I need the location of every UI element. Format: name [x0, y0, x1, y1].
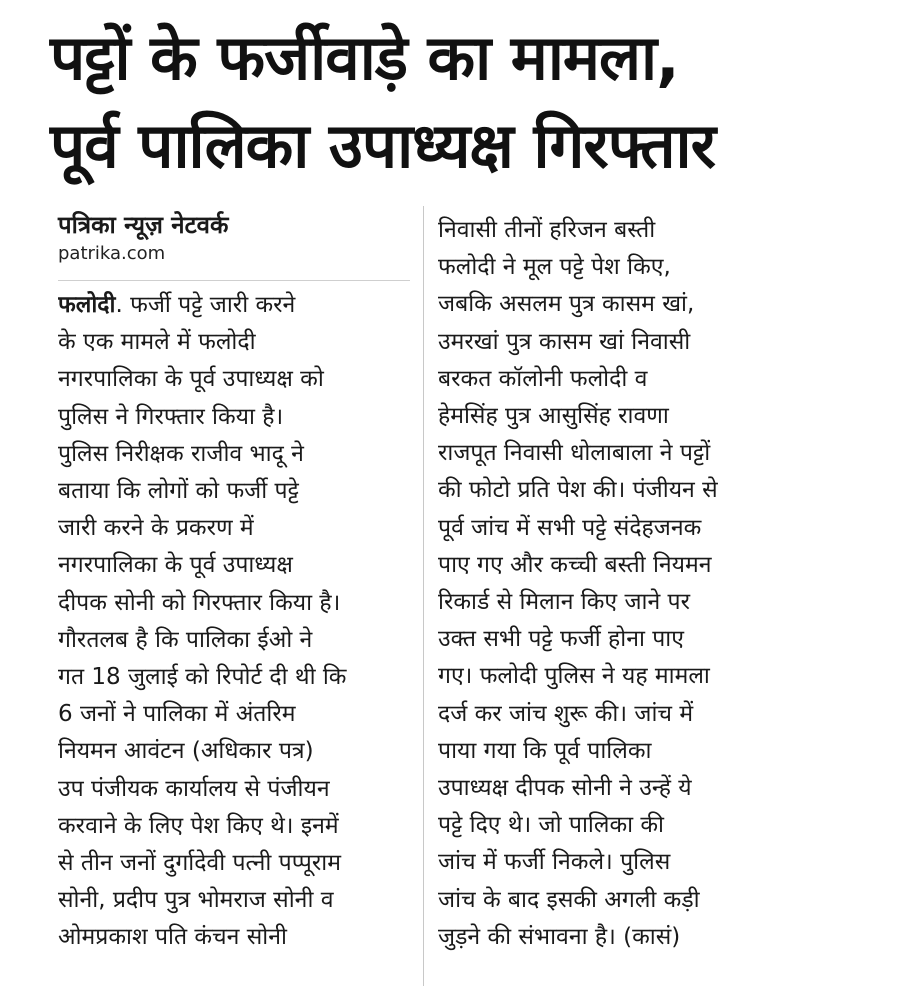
article-line: बताया कि लोगों को फर्जी पट्टे	[58, 478, 299, 505]
article-column-right	[438, 212, 788, 956]
byline-rule	[58, 280, 410, 281]
article-line: जारी करने के प्रकरण में	[58, 515, 254, 542]
article-line: जांच के बाद इसकी अगली कड़ी	[438, 886, 700, 913]
article-line: दीपक सोनी को गिरफ्तार किया है।	[58, 589, 341, 616]
article-line-first-text: . फर्जी पट्टे जारी करने	[115, 292, 296, 318]
headline-line-1: पट्टों के फर्जीवाड़े का मामला,	[50, 21, 679, 94]
article-line: करवाने के लिए पेश किए थे। इनमें	[58, 812, 339, 839]
article-line: ओमप्रकाश पति कंचन सोनी	[58, 924, 287, 951]
article-line-first	[58, 287, 410, 324]
article-line: जांच में फर्जी निकले। पुलिस	[438, 849, 671, 876]
article-line: बरकत कॉलोनी फलोदी व	[438, 365, 648, 392]
article-line: दर्ज कर जांच शुरू की। जांच में	[438, 700, 694, 727]
article-line: राजपूत निवासी धोलाबाला ने पट्टों	[438, 440, 711, 467]
byline	[58, 208, 418, 266]
article-line: उमरखां पुत्र कासम खां निवासी	[438, 328, 691, 355]
byline-name: पत्रिका न्यूज़ नेटवर्क	[58, 211, 229, 239]
article-line: जबकि असलम पुत्र कासम खां,	[438, 291, 695, 318]
article-line: नियमन आवंटन (अधिकार पत्र)	[58, 738, 314, 765]
article-line: सोनी, प्रदीप पुत्र भोमराज सोनी व	[58, 887, 334, 914]
article-line: उप पंजीयक कार्यालय से पंजीयन	[58, 775, 330, 802]
article-line: जुड़ने की संभावना है। (कासं)	[438, 923, 681, 950]
article-line: पाया गया कि पूर्व पालिका	[438, 737, 652, 764]
article-line: रिकार्ड से मिलान किए जाने पर	[438, 589, 691, 616]
byline-site: patrika.com	[58, 243, 166, 264]
article-line: फलोदी ने मूल पट्टे पेश किए,	[438, 254, 671, 281]
column-divider	[423, 206, 424, 986]
article-line: निवासी तीनों हरिजन बस्ती	[438, 217, 656, 243]
article-line: पुलिस ने गिरफ्तार किया है।	[58, 403, 284, 430]
article-line: उक्त सभी पट्टे फर्जी होना पाए	[438, 626, 684, 653]
article-line: गए। फलोदी पुलिस ने यह मामला	[438, 663, 710, 690]
headline	[50, 14, 850, 190]
article-line: नगरपालिका के पूर्व उपाध्यक्ष	[58, 552, 293, 579]
article-line: पाए गए और कच्ची बस्ती नियमन	[438, 551, 712, 578]
headline-line-2: पूर्व पालिका उपाध्यक्ष गिरफ्तार	[50, 109, 715, 182]
article-line: 6 जनों ने पालिका में अंतरिम	[58, 701, 296, 728]
article-line: गत 18 जुलाई को रिपोर्ट दी थी कि	[58, 664, 347, 691]
article-line: पट्टे दिए थे। जो पालिका की	[438, 812, 665, 839]
article-line: के एक मामले में फलोदी	[58, 329, 256, 356]
article-line: हेमसिंह पुत्र आसुसिंह रावणा	[438, 403, 669, 430]
article-line: से तीन जनों दुर्गादेवी पत्नी पप्पूराम	[58, 850, 341, 877]
article-line: उपाध्यक्ष दीपक सोनी ने उन्हें ये	[438, 775, 692, 802]
article-line: गौरतलब है कि पालिका ईओ ने	[58, 626, 313, 653]
article-line: पूर्व जांच में सभी पट्टे संदेहजनक	[438, 514, 702, 541]
article-line: पुलिस निरीक्षक राजीव भादू ने	[58, 440, 304, 467]
article-line: की फोटो प्रति पेश की। पंजीयन से	[438, 477, 718, 504]
dateline: फलोदी	[58, 292, 116, 318]
article-column-left	[58, 287, 410, 957]
article-line: नगरपालिका के पूर्व उपाध्यक्ष को	[58, 366, 324, 393]
